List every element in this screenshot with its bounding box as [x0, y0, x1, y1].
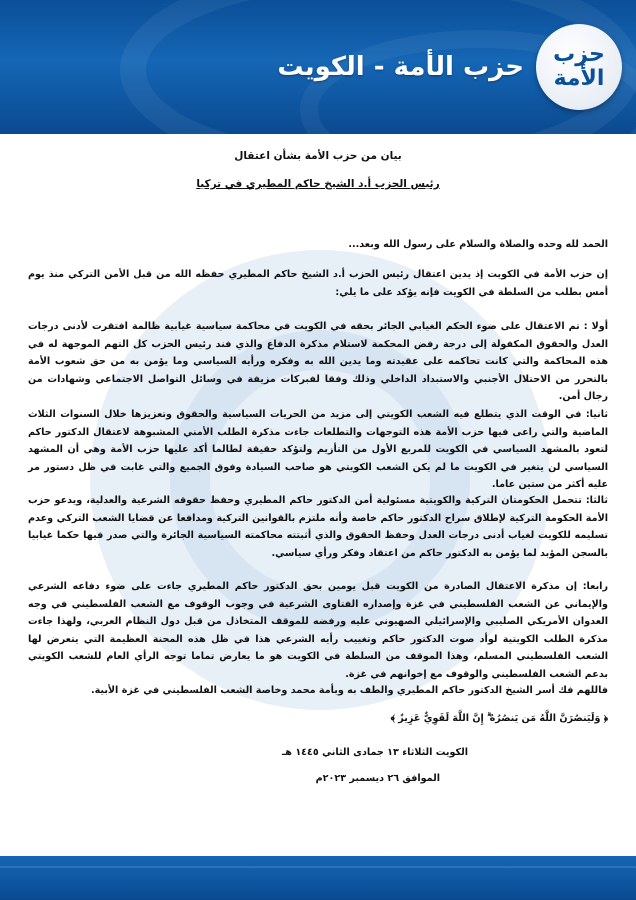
point-fourth: رابعا: إن مذكرة الاعتقال الصادرة من الكويت قبل يومين بحق الدكتور حاكم المطيري جاءت على ضوء دفاعه الشرعي والإيماني عن الشعب الفلسطيني في غزة وإصداره الفتاوى الشرعية في وجوب الوقوف مع الشعب الفلسطيني في وجه العدوان الأمريكي الصليبي والإسرائيلي الصهيوني عليه ورفضه للموقف المتخاذل من قبل دول النظام العربي، ولهذا جاءت مذكرة الطلب الكويتية لوأد صوت الدكتور حاكم وتغييب رأيه الشرعي هذا في ظل هذه المحنة العظيمة التي يتعرض لها الشعب الفلسطيني المسلم، وهذا الموقف من السلطة في الكويت هو ما يعارض تماما توجه الرأي العام للشعب الكويتي بدعم الشعب الفلسطيني والوقوف مع إخوانهم في غزة. [28, 581, 608, 680]
point-second: ثانيا: في الوقت الذي يتطلع فيه الشعب الكويتي إلى مزيد من الحريات السياسية والحقوق وتعزيزها خلال السنوات الثلاث الماضية والتي راعى فيها حزب الأمة هذه التوجهات والتطلعات جاءت مذكرة الطلب الأمني المشبوهة لاعتقال الدكتور حاكم لتعود بالمشهد السياسي في الكويت للمربع الأول من التأزيم ولتؤكد حقيقة لطالما أكد عليها حزب الأمة وهي أن المشهد السياسي لن يتغير في الكويت ما لم يكن الشعب الكويتي هو صاحب السيادة وفوق الجميع والتي غابت في ظل دستور مر عليه أكثر من ستين عاما. [28, 409, 608, 491]
header-banner [0, 0, 636, 134]
greeting-paragraph: الحمد لله وحده والصلاة والسلام على رسول الله وبعد... [348, 239, 608, 250]
date-hijri: الكويت الثلاثاء ١٣ جمادى الثاني ١٤٤٥ هـ [282, 747, 468, 758]
point-first: أولا : تم الاعتقال على ضوء الحكم الغيابي الجائر بحقه في الكويت في محاكمة سياسية غيابية ظالمة افتقرت لأدنى درجات العدل والحقوق المكفولة إلى درجة رفض المحكمة لاستلام مذكرة الدفاع والذي فند رئيس الحزب كل التهم الموجهة له في هذه المحاكمة والتي كانت تحاكمه على عقيدته وما يدين الله به وفكره ورأيه السياسي وما يؤمن به من حق شعوب الأمة بالتحرر من الاحتلال الأجنبي والاستبداد الداخلي وذلك وفقا لفبركات مزيفة في وسائل التواصل الاجتماعي وشهادات من رجال أمن. [28, 321, 608, 403]
statement-body [28, 140, 608, 840]
statement-subheading: رئيس الحزب أ.د الشيخ حاكم المطيري في تركيا [196, 178, 440, 190]
logo-text-line1: حزب [553, 42, 605, 67]
intro-paragraph: إن حزب الأمة في الكويت إذ يدين اعتقال رئيس الحزب أ.د الشيخ حاكم المطيري حفظه الله من قبل الأمن التركي منذ يوم أمس بطلب من السلطة في الكويت فإنه يؤكد على ما يلي: [28, 269, 608, 298]
footer-banner [0, 856, 636, 900]
logo-text-line2: الأمة [553, 66, 605, 91]
footer-decoration [0, 866, 636, 868]
statement-heading: بيان من حزب الأمة بشأن اعتقال [234, 150, 402, 162]
date-gregorian: الموافق ٢٦ ديسمبر ٢٠٢٣م [315, 773, 440, 784]
quran-verse: ﴿ وَلَيَنصُرَنَّ اللَّهُ مَن يَنصُرُهُ ۗ إِنَّ اللَّهَ لَقَوِيٌّ عَزِيزٌ ﴾ [390, 713, 608, 724]
point-third: ثالثا: تتحمل الحكومتان التركية والكويتية مسئولية أمن الدكتور حاكم المطيري وحفظ حقوقه الشرعية والعدلية، ويدعو حزب الأمة الحكومة التركية لإطلاق سراح الدكتور حاكم خاصة وأنه ملتزم بالقوانين التركية ومدافعا عن قضايا الشعب التركي وعدم تسليمه للكويت لغياب أدنى درجات العدل وحفظ الحقوق والذي أثبتته محاكمته السياسية الجائرة والتي صدر فيها حكما غيابيا بالسجن المؤبد لما يؤمن به الدكتور حاكم من اعتقاد وفكر ورأي سياسي. [28, 495, 608, 559]
closing-prayer: فاللهم فك أسر الشيخ الدكتور حاكم المطيري والطف به وبأمة محمد وخاصة الشعب الفلسطيني في غزة الأبية. [90, 685, 608, 696]
header-title: حزب الأمة - الكويت [277, 52, 524, 82]
party-logo [536, 24, 622, 110]
